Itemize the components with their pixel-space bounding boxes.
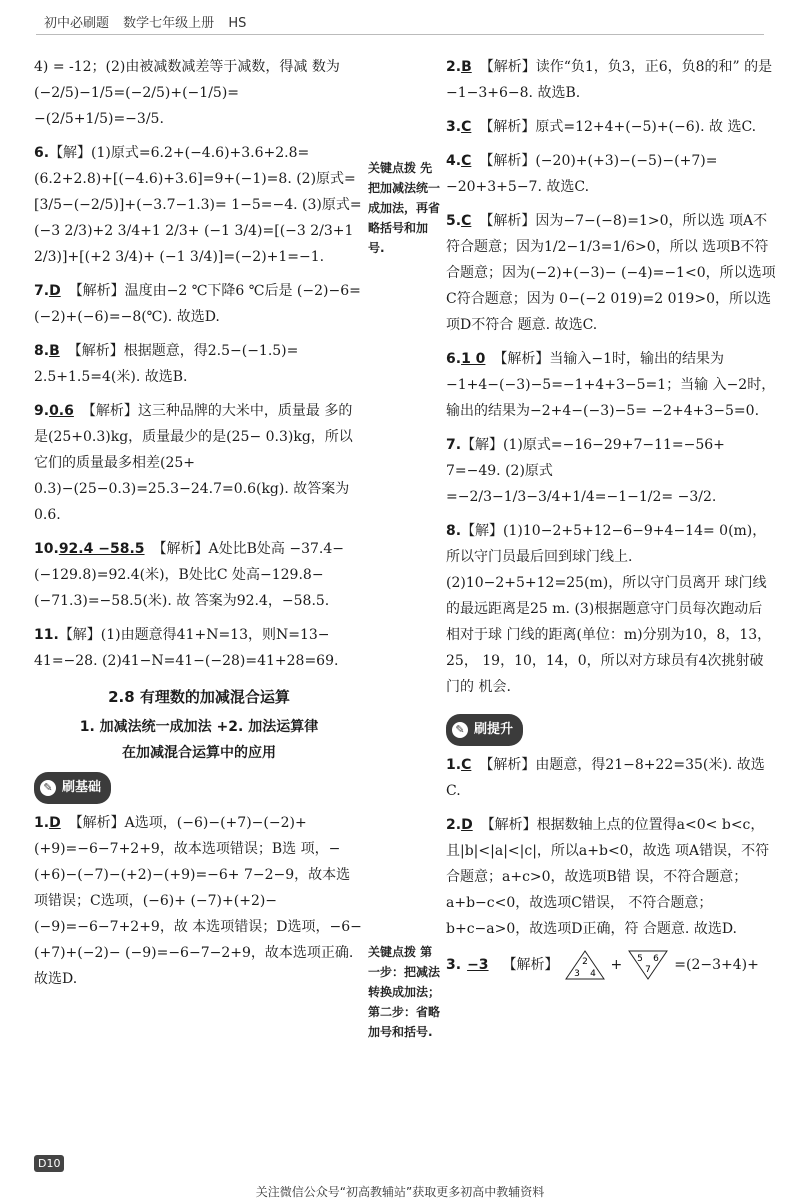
- right-item-2: [446, 54, 776, 106]
- item-text: 【解析】温度由−2 ℃下降6 ℃后是 (−2)−6=(−2)+(−6)=−8(℃). 故选D.: [34, 283, 361, 325]
- page-header: [44, 12, 256, 31]
- item-number: 11.: [34, 627, 59, 643]
- item-answer: C: [461, 153, 472, 169]
- header-edition: HS: [228, 16, 247, 31]
- item-text: 【解析】因为−7−(−8)=1>0，所以选 项A不符合题意；因为1/2−1/3=1/6>0，所以 选项B不符合题意；因为(−2)+(−3)− (−4)=−1<0，所以选项C符合题意；因为 0−(−2 019)=2 019>0，所以选项D不符合 题意. 故选C.: [446, 213, 776, 333]
- item-text: 【解】(1)原式=6.2+(−4.6)+3.6+2.8= (6.2+2.8)+[(−4.6)+3.6]=9+(−1)=8. (2)原式=[3/5−(−2/5)]+(−3.7−1.3)= 1−5=−4. (3)原式=(−3 2/3)+2 3/4+1 2/3+ (−1 3/4)=[(−3 2/3+1 2/3)]+[(+2 3/4)+ (−1 3/4)]=(−2)+1=−1.: [34, 145, 362, 265]
- item-text: 【解】(1)10−2+5+12−6−9+4−14= 0(m)，所以守门员最后回到球门线上. (2)10−2+5+12=25(m)，所以守门员离开 球门线的最远距离是25 m. (3)根据题意守门员每次跑动后相对于球 门线的距离(单位：m)分别为10，8，13，25， 19，10，14，0，所以对方球员有4次挑射破门的 机会.: [446, 523, 772, 695]
- triangle-up-left: 3: [573, 969, 580, 979]
- item-number: 9.: [34, 403, 50, 419]
- item-text: 【解析】由题意，得21−8+22=35(米). 故选C.: [446, 757, 765, 799]
- left-item-7: [34, 278, 364, 330]
- left-column: [34, 54, 364, 1000]
- item-text: 【解析】根据数轴上点的位置得a<0< b<c，且|b|<|a|<|c|，所以a+b<0，故选 项A错误，不符合题意；a+c>0，故选项B错 误，不符合题意；a+b−c<0，故选项C错误， 不符合题意；b+c−a>0，故选项D正确，符 合题意. 故选D.: [446, 817, 770, 937]
- left-item-0: [34, 54, 364, 132]
- section-title: 2.8 有理数的加减混合运算: [108, 688, 290, 706]
- right-item-4: [446, 148, 776, 200]
- item-text: 【解析】根据题意，得2.5−(−1.5)= 2.5+1.5=4(米). 故选B.: [34, 343, 299, 385]
- item-text: 【解析】原式=12+4+(−5)+(−6). 故 选C.: [479, 119, 757, 135]
- item-number: 4.: [446, 153, 462, 169]
- item-text: 4) = -12；(2)由被减数减差等于减数，得减 数为(−2/5)−1/5=(−2/5)+(−1/5)= −(2/5+1/5)=−3/5.: [34, 59, 340, 127]
- item-text: 【解析】(−20)+(+3)−(−5)−(+7)= −20+3+5−7. 故选C.: [446, 153, 718, 195]
- badge-label: 刷提升: [474, 722, 514, 737]
- footer-text: 关注微信公众号“初高教辅站”获取更多初高中教辅资料: [255, 1185, 545, 1199]
- up-item-2: [446, 812, 776, 942]
- item-number: 2.: [446, 817, 462, 833]
- left-item-10: [34, 536, 364, 614]
- left-item-11: [34, 622, 364, 674]
- triangle-down-figure: [628, 950, 668, 980]
- plus-sign: +: [610, 957, 623, 973]
- item-answer: −3: [467, 957, 489, 973]
- item-text: 【解】(1)原式=−16−29+7−11=−56+ 7=−49. (2)原式=−2/3−1/3−3/4+1/4=−1−1/2= −3/2.: [446, 437, 725, 505]
- item-answer: 1 0: [461, 351, 486, 367]
- up-item-3: [446, 950, 776, 980]
- left-item-8: [34, 338, 364, 390]
- item-number: 10.: [34, 541, 59, 557]
- right-item-3: [446, 114, 776, 140]
- item-number: 7.: [446, 437, 462, 453]
- item-number: 8.: [446, 523, 462, 539]
- right-item-8: [446, 518, 776, 700]
- item-answer: C: [461, 213, 472, 229]
- header-subject: 数学七年级上册: [123, 16, 215, 31]
- right-item-7: [446, 432, 776, 510]
- page-number: D10: [34, 1155, 64, 1172]
- item-answer: 92.4 −58.5: [58, 541, 145, 557]
- triangle-down-left: 5: [637, 954, 644, 964]
- item-answer: B: [461, 59, 472, 75]
- badge-basic: [34, 772, 111, 804]
- item-answer: C: [461, 119, 472, 135]
- item-number: 5.: [446, 213, 462, 229]
- right-item-5: [446, 208, 776, 338]
- left-item-6: [34, 140, 364, 270]
- item-number: 7.: [34, 283, 50, 299]
- brush-icon: ✎: [452, 722, 468, 738]
- tip-box-1: [368, 158, 444, 258]
- up-item-1: [446, 752, 776, 804]
- triangle-up-right: 4: [589, 969, 596, 979]
- right-item-6: [446, 346, 776, 424]
- item-tail: =(2−3+4)+: [674, 957, 759, 973]
- header-book: 初中必刷题: [44, 16, 110, 31]
- header-divider: [36, 34, 764, 35]
- item-number: 6.: [446, 351, 462, 367]
- item-text: 【解析】A选项，(−6)−(+7)−(−2)+ (+9)=−6−7+2+9，故本选项错误；B选 项，−(+6)−(−7)−(+2)−(+9)=−6+ 7−2−9，故本选项错误；C选项，(−6)+ (−7)+(+2)−(−9)=−6−7+2+9，故 本选项错误；D选项，−6−(+7)+(−2)− (−9)=−6−7−2+9，故本选项正确. 故选D.: [34, 815, 362, 987]
- item-text: 【解析】这三种品牌的大米中，质量最 多的是(25+0.3)kg，质量最少的是(25− 0.3)kg，所以它们的质量最多相差(25+ 0.3)−(25−0.3)=25.3−24.7=0.6(kg). 故答案为0.6.: [34, 403, 353, 523]
- left-item-9: [34, 398, 364, 528]
- basic-item-1: [34, 810, 364, 992]
- item-text: 【解】(1)由题意得41+N=13，则N=13− 41=−28. (2)41−N=41−(−28)=41+28=69.: [34, 627, 339, 669]
- item-number: 2.: [446, 59, 462, 75]
- item-answer: D: [49, 815, 61, 831]
- item-number: 1.: [34, 815, 50, 831]
- section-subtitle-2: 在加减混合运算中的应用: [122, 745, 276, 761]
- item-text: 【解析】读作“负1，负3，正6，负8的和” 的是−1−3+6−8. 故选B.: [446, 59, 773, 101]
- brush-icon: ✎: [40, 780, 56, 796]
- triangle-down-right: 6: [653, 954, 660, 964]
- triangle-down-bottom: 7: [645, 965, 652, 975]
- item-answer: 0.6: [49, 403, 74, 419]
- item-text: 【解析】: [502, 957, 559, 973]
- item-answer: B: [49, 343, 60, 359]
- item-number: 6.: [34, 145, 50, 161]
- tip-box-2: [368, 942, 444, 1042]
- tip-text: 关键点拨 第一步：把减法转换成加法；第二步：省略加号和括号.: [368, 945, 441, 1039]
- item-number: 1.: [446, 757, 462, 773]
- item-number: 3.: [446, 119, 462, 135]
- triangle-up-top: 2: [581, 957, 588, 967]
- item-answer: D: [49, 283, 61, 299]
- item-text: 【解析】A处比B处高 −37.4−(−129.8)=92.4(米)，B处比C 处高−129.8−(−71.3)=−58.5(米). 故 答案为92.4，−58.5.: [34, 541, 344, 609]
- tip-text: 关键点拨 先把加减法统一成加法，再省略括号和加号.: [368, 161, 441, 255]
- triangle-up-figure: [565, 950, 605, 980]
- item-answer: D: [461, 817, 473, 833]
- right-column: [446, 54, 776, 988]
- badge-label: 刷基础: [62, 780, 102, 795]
- badge-up: [446, 714, 523, 746]
- item-number: 3.: [446, 957, 462, 973]
- item-answer: C: [461, 757, 472, 773]
- item-text: 【解析】当输入−1时，输出的结果为 −1+4−(−3)−5=−1+4+3−5=1；当输 入−2时，输出的结果为−2+4−(−3)−5= −2+4+3−5=0.: [446, 351, 776, 419]
- section-subtitle-1: 1. 加减法统一成加法 +2. 加法运算律: [79, 719, 319, 735]
- item-number: 8.: [34, 343, 50, 359]
